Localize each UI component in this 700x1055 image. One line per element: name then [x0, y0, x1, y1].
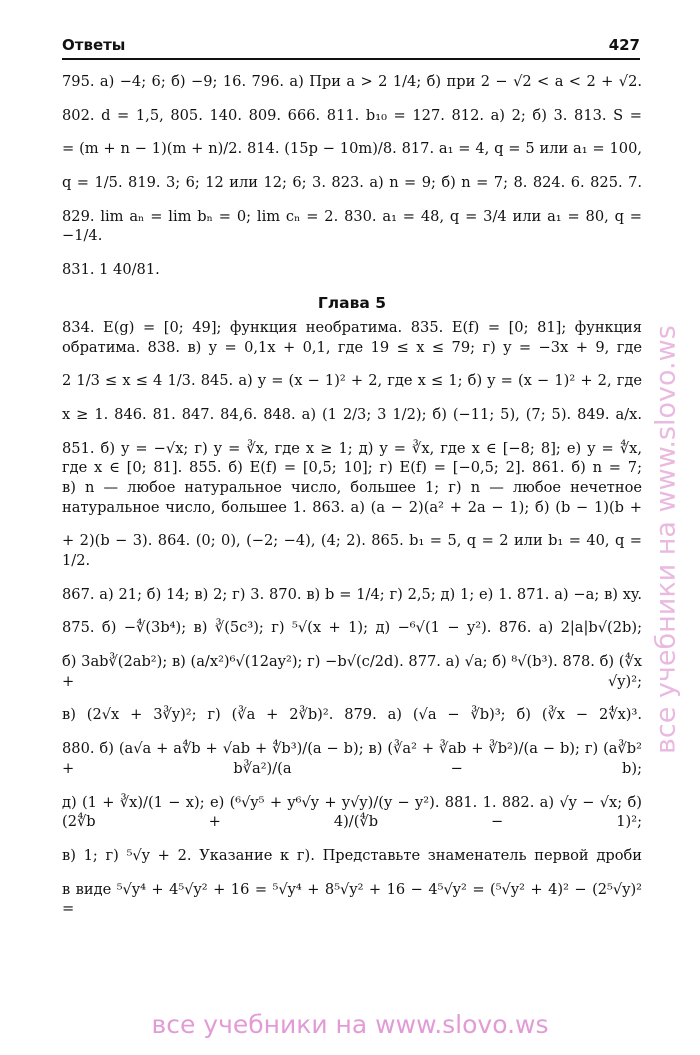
chapter-line-11: 875. б) −∜(3b⁴); в) ∛(5c³); г) ⁵√(x + 1); д) −⁶√(1 − y²). 876. а) 2|a|b√(2b); — [62, 619, 642, 637]
chapter-line-12: б) 3ab∛(2ab²); в) (a/x²)⁶√(12ay²); г) −b√(c/2d). 877. а) √a; б) ⁸√(b³). 878. б) (∜x + √y)²; — [62, 653, 642, 690]
chapter-line-3: 2 1/3 ≤ x ≤ 4 1/3. 845. а) y = (x − 1)² + 2, где x ≤ 1; б) y = (x − 1)² + 2, где — [62, 372, 642, 390]
chapter-line-16: в) 1; г) ⁵√y + 2. Указание к г). Представьте знаменатель первой дроби — [62, 846, 642, 864]
chapter-line-4: x ≥ 1. 846. 81. 847. 84,6. 848. а) (1 2/3; 3 1/2); б) (−11; 5), (7; 5). 849. a/x. — [62, 405, 642, 423]
answer-line-4: q = 1/5. 819. 3; 6; 12 или 12; 6; 3. 823. а) n = 9; б) n = 7; 8. 824. 6. 825. 7. — [62, 174, 642, 192]
page-number: 427 — [608, 36, 640, 54]
answer-line-1: 795. а) −4; 6; б) −9; 16. 796. а) При a > 2 1/4; б) при 2 − √2 < a < 2 + √2. — [62, 73, 642, 90]
chapter-line-6: где x ∈ [0; 81]. 855. б) E(f) = [0,5; 10]; г) E(f) = [−0,5; 2]. 861. б) n = 7; — [62, 459, 642, 477]
chapter-line-13: в) (2√x + 3∛y)²; г) (∛a + 2∛b)². 879. а) (√a − ∛b)³; б) (∛x − 2∜x)³. — [62, 706, 642, 724]
answers-content — [62, 72, 642, 919]
answer-line-3: = (m + n − 1)(m + n)/2. 814. (15p − 10m)/8. 817. a₁ = 4, q = 5 или a₁ = 100, — [62, 140, 642, 158]
chapter-line-5: 851. б) y = −√x; г) y = ∛x, где x ≥ 1; д) y = ∛x, где x ∈ [−8; 8]; е) y = ∜x, — [62, 439, 642, 457]
chapter-line-2: обратима. 838. в) y = 0,1x + 0,1, где 19 ≤ x ≤ 79; г) y = −3x + 9, где — [62, 338, 642, 356]
chapter-line-9: + 2)(b − 3). 864. (0; 0), (−2; −4), (4; 2). 865. b₁ = 5, q = 2 или b₁ = 40, q = 1/2. — [62, 532, 642, 569]
chapter-line-1: 834. E(g) = [0; 49]; функция необратима. 835. E(f) = [0; 81]; функция — [62, 318, 642, 336]
chapter-line-10: 867. а) 21; б) 14; в) 2; г) 3. 870. в) b = 1/4; г) 2,5; д) 1; е) 1. 871. а) −a; в) xy. — [62, 585, 642, 603]
header-title: Ответы — [62, 36, 126, 54]
chapter-line-15: д) (1 + ∛x)/(1 − x); е) (⁶√y⁵ + y⁶√y + y√y)/(y − y²). 881. 1. 882. а) √y − √x; б) (2∜b + 4)/(∜b − 1)²; — [62, 793, 642, 831]
page-header — [62, 28, 640, 60]
chapter-line-8: натуральное число, большее 1. 863. а) (a − 2)(a² + 2a − 1); б) (b − 1)(b + — [62, 498, 642, 516]
answer-line-5: 829. lim aₙ = lim bₙ = 0; lim cₙ = 2. 830. a₁ = 48, q = 3/4 или a₁ = 80, q = −1/4. — [62, 207, 642, 245]
side-watermark: все учебники на www.slovo.ws — [650, 325, 682, 755]
chapter-line-17: в виде ⁵√y⁴ + 4⁵√y² + 16 = ⁵√y⁴ + 8⁵√y² + 16 − 4⁵√y² = (⁵√y² + 4)² − (2⁵√y)² = — [62, 880, 642, 918]
chapter-line-7: в) n — любое натуральное число, большее 1; г) n — любое нечетное — [62, 478, 642, 496]
bottom-watermark: все учебники на www.slovo.ws — [151, 1010, 549, 1039]
answer-line-2: 802. d = 1,5, 805. 140. 809. 666. 811. b₁₀ = 127. 812. а) 2; б) 3. 813. S = — [62, 106, 642, 124]
answer-line-6: 831. 1 40/81. — [62, 261, 160, 279]
chapter-title: Глава 5 — [317, 293, 387, 312]
chapter-line-14: 880. б) (a√a + a∜b + √ab + ∜b³)/(a − b); в) (∛a² + ∛ab + ∛b²)/(a − b); г) (a∛b² + b∛a²)/(a − b); — [62, 740, 642, 777]
